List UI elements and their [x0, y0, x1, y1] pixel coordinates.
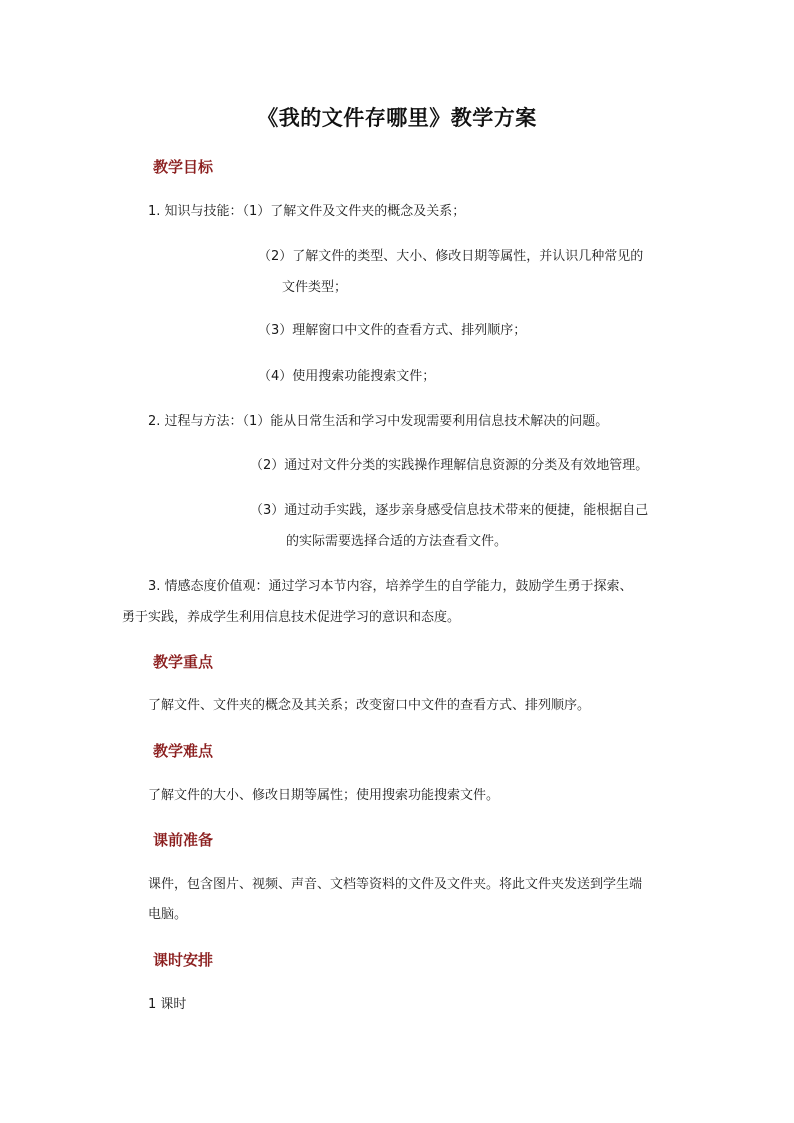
goal-knowledge-line2: （2）了解文件的类型、大小、修改日期等属性，并认识几种常见的 — [258, 249, 644, 264]
goal-attitude-line1: 3. 情感态度价值观：通过学习本节内容，培养学生的自学能力，鼓励学生勇于探索、 — [148, 579, 633, 594]
schedule-text: 1 课时 — [148, 997, 187, 1012]
section-heading-difficulties: 教学难点 — [153, 742, 214, 760]
goal-knowledge-line5: （4）使用搜索功能搜索文件； — [258, 369, 436, 384]
section-heading-preparation: 课前准备 — [153, 831, 214, 849]
goal-knowledge-line3: 文件类型； — [282, 280, 348, 295]
preparation-line1: 课件，包含图片、视频、声音、文档等资料的文件及文件夹。将此文件夹发送到学生端 — [148, 877, 643, 892]
section-heading-goals: 教学目标 — [153, 158, 214, 176]
goal-process-line4: 的实际需要选择合适的方法查看文件。 — [286, 534, 508, 549]
section-heading-key-points: 教学重点 — [153, 653, 214, 671]
goal-process-line2: （2）通过对文件分类的实践操作理解信息资源的分类及有效地管理。 — [250, 458, 649, 473]
document-title: 《我的文件存哪里》教学方案 — [257, 105, 537, 130]
preparation-line2: 电脑。 — [148, 907, 188, 922]
goal-knowledge-line4: （3）理解窗口中文件的查看方式、排列顺序； — [258, 323, 527, 338]
key-points-text: 了解文件、文件夹的概念及其关系；改变窗口中文件的查看方式、排列顺序。 — [148, 698, 591, 713]
difficulties-text: 了解文件的大小、修改日期等属性；使用搜索功能搜索文件。 — [148, 788, 500, 803]
goal-process-line3: （3）通过动手实践，逐步亲身感受信息技术带来的便捷，能根据自己 — [250, 503, 649, 518]
section-heading-schedule: 课时安排 — [153, 951, 214, 969]
goal-process-line1: 2. 过程与方法：（1）能从日常生活和学习中发现需要利用信息技术解决的问题。 — [148, 414, 609, 429]
goal-knowledge-line1: 1. 知识与技能：（1）了解文件及文件夹的概念及关系； — [148, 204, 466, 219]
goal-attitude-line2: 勇于实践，养成学生利用信息技术促进学习的意识和态度。 — [122, 610, 461, 625]
